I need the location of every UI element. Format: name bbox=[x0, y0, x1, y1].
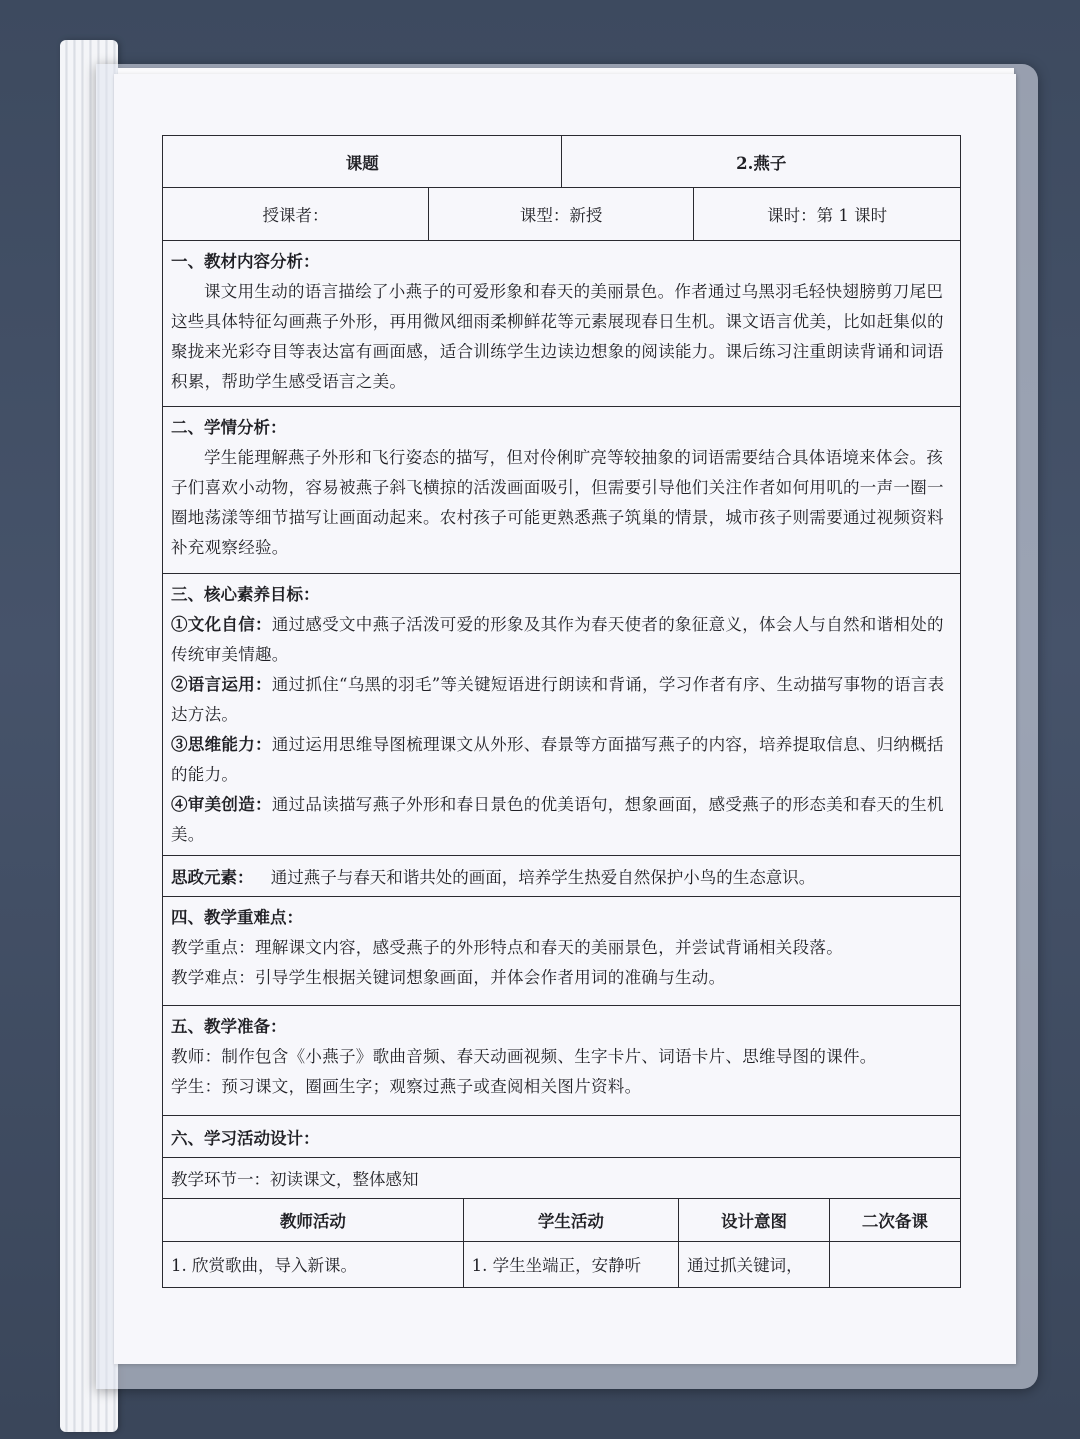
section-core-goals bbox=[163, 574, 961, 856]
key-point: 教学重点：理解课文内容，感受燕子的外形特点和春天的美丽景色，并尝试背诵相关段落。 bbox=[171, 938, 843, 957]
lesson-type-field: 课型：新授 bbox=[428, 188, 693, 240]
activity-table bbox=[163, 1199, 960, 1287]
goal-label: ④审美创造： bbox=[171, 795, 272, 814]
table-cell: 1. 学生坐端正，安静听 bbox=[463, 1241, 678, 1287]
ideology-text: 通过燕子与春天和谐共处的画面，培养学生热爱自然保护小鸟的生态意识。 bbox=[270, 868, 816, 887]
col-header-revision: 二次备课 bbox=[829, 1199, 960, 1241]
lesson-meta-row bbox=[163, 188, 960, 240]
goal-item bbox=[171, 790, 952, 850]
section-preparation bbox=[163, 1006, 961, 1116]
section-title: 二、学情分析： bbox=[171, 418, 287, 437]
goal-label: ①文化自信： bbox=[171, 615, 272, 634]
goal-text: 通过抓住“乌黑的羽毛”等关键短语进行朗读和背诵，学习作者有序、生动描写事物的语言表达方法。 bbox=[171, 675, 945, 724]
goal-text: 通过感受文中燕子活泼可爱的形象及其作为春天使者的象征意义，体会人与自然和谐相处的传统审美情趣。 bbox=[171, 615, 944, 664]
goal-item bbox=[171, 670, 952, 730]
goal-item bbox=[171, 610, 952, 670]
ideology-label: 思政元素： bbox=[171, 868, 254, 887]
table-cell bbox=[829, 1241, 960, 1287]
goal-text: 通过运用思维导图梳理课文从外形、春景等方面描写燕子的内容，培养提取信息、归纳概括的能力。 bbox=[171, 735, 944, 784]
table-cell: 1. 欣赏歌曲，导入新课。 bbox=[163, 1241, 463, 1287]
teacher-prep: 教师：制作包含《小燕子》歌曲音频、春天动画视频、生字卡片、词语卡片、思维导图的课件。 bbox=[171, 1047, 877, 1066]
activity-step-title: 教学环节一：初读课文，整体感知 bbox=[163, 1158, 961, 1199]
section-title: 三、核心素养目标： bbox=[171, 585, 320, 604]
section-activity-title: 六、学习活动设计： bbox=[163, 1116, 961, 1158]
section-title: 四、教学重难点： bbox=[171, 908, 303, 927]
difficult-point: 教学难点：引导学生根据关键词想象画面，并体会作者用词的准确与生动。 bbox=[171, 968, 726, 987]
section-textbook-analysis bbox=[163, 241, 961, 407]
col-header-teacher: 教师活动 bbox=[163, 1199, 463, 1241]
section-ideology bbox=[163, 856, 961, 897]
section-body: 课文用生动的语言描绘了小燕子的可爱形象和春天的美丽景色。作者通过乌黑羽毛轻快翅膀剪刀尾巴这些具体特征勾画燕子外形，再用微风细雨柔柳鲜花等元素展现春日生机。课文语言优美，比如赶集似的聚拢来光彩夺目等表达富有画面感，适合训练学生边读边想象的阅读能力。课后练习注重朗读背诵和词语积累，帮助学生感受语言之美。 bbox=[171, 282, 944, 391]
lesson-plan-table bbox=[162, 135, 961, 1288]
topic-value: 2.燕子 bbox=[562, 136, 961, 188]
goal-label: ③思维能力： bbox=[171, 735, 272, 754]
goal-text: 通过品读描写燕子外形和春日景色的优美语句，想象画面，感受燕子的形态美和春天的生机美。 bbox=[171, 795, 944, 844]
col-header-student: 学生活动 bbox=[463, 1199, 678, 1241]
section-key-difficult bbox=[163, 897, 961, 1006]
section-title: 一、教材内容分析： bbox=[171, 252, 320, 271]
goal-label: ②语言运用： bbox=[171, 675, 272, 694]
col-header-intent: 设计意图 bbox=[679, 1199, 830, 1241]
table-cell: 通过抓关键词， bbox=[679, 1241, 830, 1287]
section-title: 五、教学准备： bbox=[171, 1017, 287, 1036]
topic-label: 课题 bbox=[163, 136, 562, 188]
teacher-field: 授课者： bbox=[163, 188, 428, 240]
section-student-analysis bbox=[163, 407, 961, 574]
student-prep: 学生：预习课文，圈画生字；观察过燕子或查阅相关图片资料。 bbox=[171, 1077, 642, 1096]
lesson-period-field: 课时：第 1 课时 bbox=[694, 188, 960, 240]
goal-item bbox=[171, 730, 952, 790]
section-body: 学生能理解燕子外形和飞行姿态的描写，但对伶俐旷亮等较抽象的词语需要结合具体语境来体会。孩子们喜欢小动物，容易被燕子斜飞横掠的活泼画面吸引，但需要引导他们关注作者如何用叽的一声一圈一圈地荡漾等细节描写让画面动起来。农村孩子可能更熟悉燕子筑巢的情景，城市孩子则需要通过视频资料补充观察经验。 bbox=[171, 448, 944, 557]
